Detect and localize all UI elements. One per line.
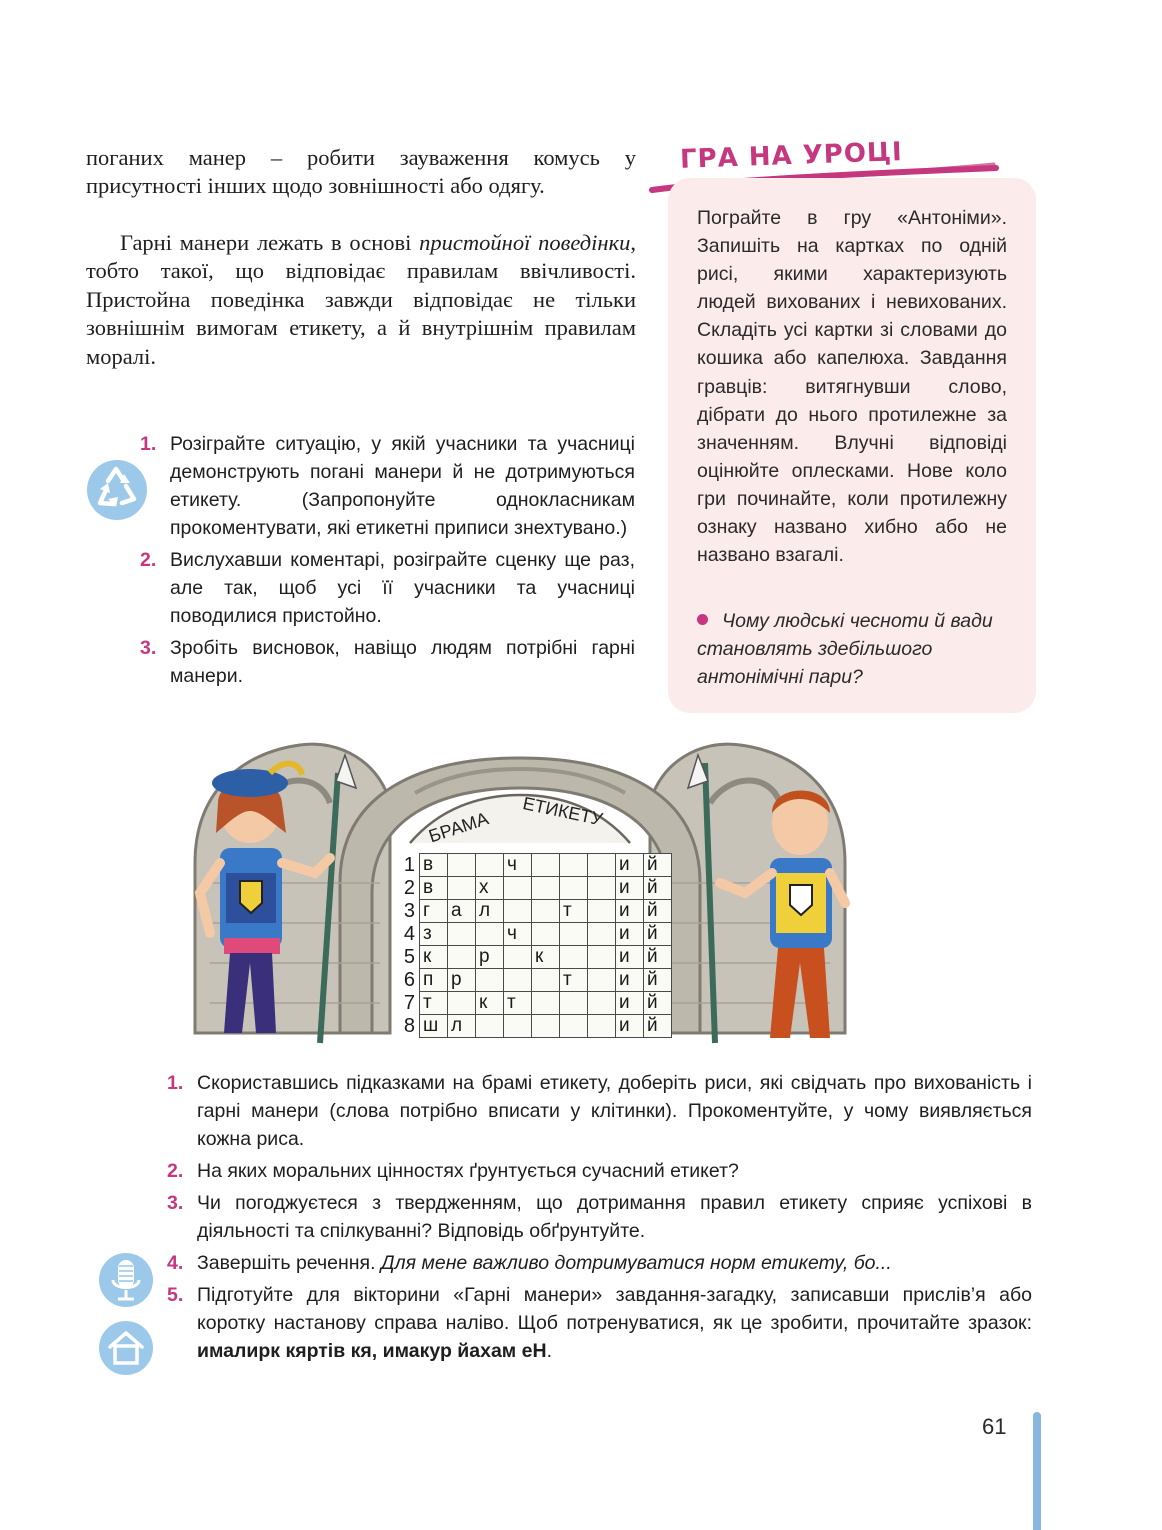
gate-label-right: ЕТИКЕТУ <box>521 793 605 830</box>
task-number: 5. <box>167 1284 184 1306</box>
crossword-cell[interactable]: й <box>644 877 672 900</box>
game-title: ГРА НА УРОЦІ <box>679 137 904 175</box>
crossword-row-number: 4 <box>403 923 415 945</box>
crossword-grid <box>394 853 672 1038</box>
crossword-cell[interactable]: т <box>504 992 532 1015</box>
crossword-cell[interactable] <box>588 900 616 923</box>
crossword-row <box>394 969 672 992</box>
crossword-cell[interactable] <box>504 1015 532 1038</box>
crossword-row-number: 7 <box>403 992 415 1014</box>
task-number: 1. <box>167 1072 184 1094</box>
task-text: Підготуйте для вікторини «Гарні манери» завдання-загадку, записавши прислів’я або коротку настанову справа наліво. Щоб потренуватися, як це зробити, прочитайте зразок: <box>197 1284 1032 1334</box>
crossword-cell[interactable] <box>448 923 476 946</box>
crossword-cell[interactable]: и <box>616 923 644 946</box>
task-item <box>167 1189 1032 1245</box>
intro-paragraph: поганих манер – робити зауваження комусь у присутності інших щодо зовнішності або одягу. <box>86 145 636 199</box>
task-text: Чи погоджуєтеся з твердженням, що дотримання правил етикету сприяє успіхові в діяльності та спілкуванні? Відповідь обґрунтуйте. <box>197 1192 1032 1242</box>
crossword-row-number: 2 <box>403 877 415 899</box>
task-item <box>140 430 635 542</box>
crossword-cell[interactable] <box>504 877 532 900</box>
crossword-cell[interactable]: р <box>476 946 504 969</box>
crossword-cell[interactable]: т <box>560 969 588 992</box>
crossword-row <box>394 900 672 923</box>
task-italic-text: Для мене важливо дотримуватися норм етикету, бо... <box>380 1252 892 1274</box>
crossword-cell[interactable]: т <box>560 900 588 923</box>
crossword-cell[interactable]: й <box>644 992 672 1015</box>
crossword-cell[interactable] <box>532 877 560 900</box>
crossword-cell[interactable] <box>532 969 560 992</box>
task-number: 2. <box>167 1160 184 1182</box>
crossword-cell[interactable]: и <box>616 900 644 923</box>
game-question <box>697 607 1009 691</box>
discussion-task-list <box>167 1069 1032 1369</box>
crossword-cell[interactable]: й <box>644 900 672 923</box>
crossword-row <box>394 1015 672 1038</box>
task-number: 3. <box>140 637 157 659</box>
crossword-cell[interactable]: и <box>616 854 644 877</box>
gate-label-left: БРАМА <box>426 808 491 847</box>
crossword-cell[interactable]: в <box>420 854 448 877</box>
crossword-cell[interactable]: и <box>616 946 644 969</box>
crossword-cell[interactable] <box>560 923 588 946</box>
crossword-row-number: 1 <box>403 854 415 876</box>
task-item <box>167 1157 1032 1185</box>
crossword-cell[interactable]: р <box>448 969 476 992</box>
crossword-cell[interactable] <box>448 946 476 969</box>
manners-paragraph <box>86 229 636 371</box>
crossword-cell[interactable] <box>560 1015 588 1038</box>
crossword-row-number: 6 <box>403 969 415 991</box>
task-text: На яких моральних цінностях ґрунтується сучасний етикет? <box>197 1160 739 1182</box>
crossword-cell[interactable] <box>560 992 588 1015</box>
crossword-row <box>394 923 672 946</box>
task-text: Скориставшись підказками на брамі етикету, доберіть риси, які свідчать про вихованість і гарні манери (слова потрібно вписати у клітинки). Прокоментуйте, у чому виявляється кожна риса. <box>197 1072 1032 1150</box>
crossword-row <box>394 877 672 900</box>
crossword-cell[interactable] <box>448 877 476 900</box>
crossword-cell[interactable]: и <box>616 992 644 1015</box>
crossword-cell[interactable]: и <box>616 969 644 992</box>
crossword-cell[interactable] <box>476 854 504 877</box>
crossword-cell[interactable] <box>532 900 560 923</box>
task-number: 1. <box>140 433 157 455</box>
task-bold-sample: ималирк кяртів кя, имакур йахам еН <box>197 1340 547 1362</box>
task-text: Вислухавши коментарі, розіграйте сценку ще раз, але так, щоб усі її учасники та учасниці поводилися пристойно. <box>170 549 635 627</box>
crossword-row-number: 5 <box>403 946 415 968</box>
page-edge-bar <box>1033 1412 1041 1530</box>
task-item <box>167 1069 1032 1153</box>
crossword-cell[interactable]: г <box>420 900 448 923</box>
house-icon <box>98 1320 154 1376</box>
crossword-cell[interactable] <box>448 854 476 877</box>
crossword-cell[interactable] <box>588 923 616 946</box>
crossword-cell[interactable] <box>504 946 532 969</box>
crossword-cell[interactable]: х <box>476 877 504 900</box>
crossword-cell[interactable] <box>476 969 504 992</box>
crossword-cell[interactable] <box>588 1015 616 1038</box>
crossword-cell[interactable]: й <box>644 969 672 992</box>
crossword-cell[interactable] <box>532 1015 560 1038</box>
crossword-cell[interactable]: к <box>532 946 560 969</box>
page-number: 61 <box>982 1414 1007 1439</box>
crossword-cell[interactable]: ч <box>504 854 532 877</box>
roleplay-task-list <box>140 430 635 694</box>
crossword-cell[interactable] <box>560 854 588 877</box>
manners-term: пристойної поведінки <box>419 230 631 255</box>
crossword-cell[interactable] <box>532 992 560 1015</box>
crossword-cell[interactable]: п <box>420 969 448 992</box>
crossword-cell[interactable] <box>588 992 616 1015</box>
crossword-cell[interactable]: л <box>476 900 504 923</box>
crossword-cell[interactable]: к <box>420 946 448 969</box>
crossword-cell[interactable]: ш <box>420 1015 448 1038</box>
recycle-icon <box>86 459 148 521</box>
crossword-row <box>394 854 672 877</box>
crossword-cell[interactable] <box>588 854 616 877</box>
crossword-row <box>394 946 672 969</box>
game-text: Пограйте в гру «Антоніми». Запишіть на картках по одній рисі, якими характеризують людей вихованих і невихованих. Складіть усі картки зі словами до кошика або капелюха. Завдання гравців: витягнувши слово, дібрати до нього протилежне за значенням. Влучні відповіді оцінюйте оплесками. Нове коло гри починайте, коли протилежну ознаку названо хибно або не названо взагалі. <box>697 207 1007 567</box>
crossword-cell[interactable] <box>448 992 476 1015</box>
crossword-cell[interactable] <box>476 923 504 946</box>
task-tail: . <box>546 1340 552 1362</box>
crossword-cell[interactable] <box>504 969 532 992</box>
task-item <box>140 546 635 630</box>
task-item <box>167 1249 1032 1277</box>
task-item <box>140 634 635 690</box>
task-text: Зробіть висновок, навіщо людям потрібні гарні манери. <box>170 637 635 687</box>
task-item <box>167 1281 1032 1365</box>
crossword-cell[interactable] <box>560 877 588 900</box>
crossword-cell[interactable]: в <box>420 877 448 900</box>
crossword-cell[interactable]: и <box>616 877 644 900</box>
crossword-cell[interactable]: й <box>644 946 672 969</box>
microphone-icon <box>98 1252 154 1308</box>
crossword-cell[interactable]: л <box>448 1015 476 1038</box>
task-number: 4. <box>167 1252 184 1274</box>
crossword-cell[interactable]: з <box>420 923 448 946</box>
crossword-cell[interactable] <box>532 923 560 946</box>
manners-text-start: Гарні манери лежать в основі <box>120 230 420 255</box>
crossword-row-number: 3 <box>403 900 415 922</box>
crossword-cell[interactable]: к <box>476 992 504 1015</box>
crossword-cell[interactable] <box>588 946 616 969</box>
crossword-cell[interactable] <box>504 900 532 923</box>
task-text: Розіграйте ситуацію, у якій учасники та учасниці демонструють погані манери й не дотримуються етикету. (Запропонуйте однокласникам прокоментувати, які етикетні приписи знехтувано.) <box>170 433 635 539</box>
crossword-cell[interactable]: ч <box>504 923 532 946</box>
crossword-cell[interactable]: и <box>616 1015 644 1038</box>
task-number: 3. <box>167 1192 184 1214</box>
bullet-icon <box>697 614 708 625</box>
crossword-cell[interactable] <box>560 946 588 969</box>
manners-text-end: , тобто такої, що відповідає правилам ввічливості. Пристойна поведінка завжди відповідає не тільки зовнішнім вимогам етикету, а й внутрішнім правилам моралі. <box>86 230 636 369</box>
crossword-cell[interactable] <box>532 854 560 877</box>
game-question-text: Чому людські чесноти й вади становлять здебільшого антонімічні пари? <box>697 610 993 689</box>
crossword-cell[interactable]: й <box>644 1015 672 1038</box>
task-text: Завершіть речення. <box>197 1252 381 1274</box>
crossword-cell[interactable] <box>588 969 616 992</box>
crossword-cell[interactable] <box>588 877 616 900</box>
crossword-cell[interactable]: т <box>420 992 448 1015</box>
crossword-row <box>394 992 672 1015</box>
crossword-cell[interactable]: й <box>644 923 672 946</box>
crossword-row-number: 8 <box>403 1015 415 1037</box>
task-number: 2. <box>140 549 157 571</box>
crossword-cell[interactable]: й <box>644 854 672 877</box>
crossword-cell[interactable]: а <box>448 900 476 923</box>
crossword-cell[interactable] <box>476 1015 504 1038</box>
